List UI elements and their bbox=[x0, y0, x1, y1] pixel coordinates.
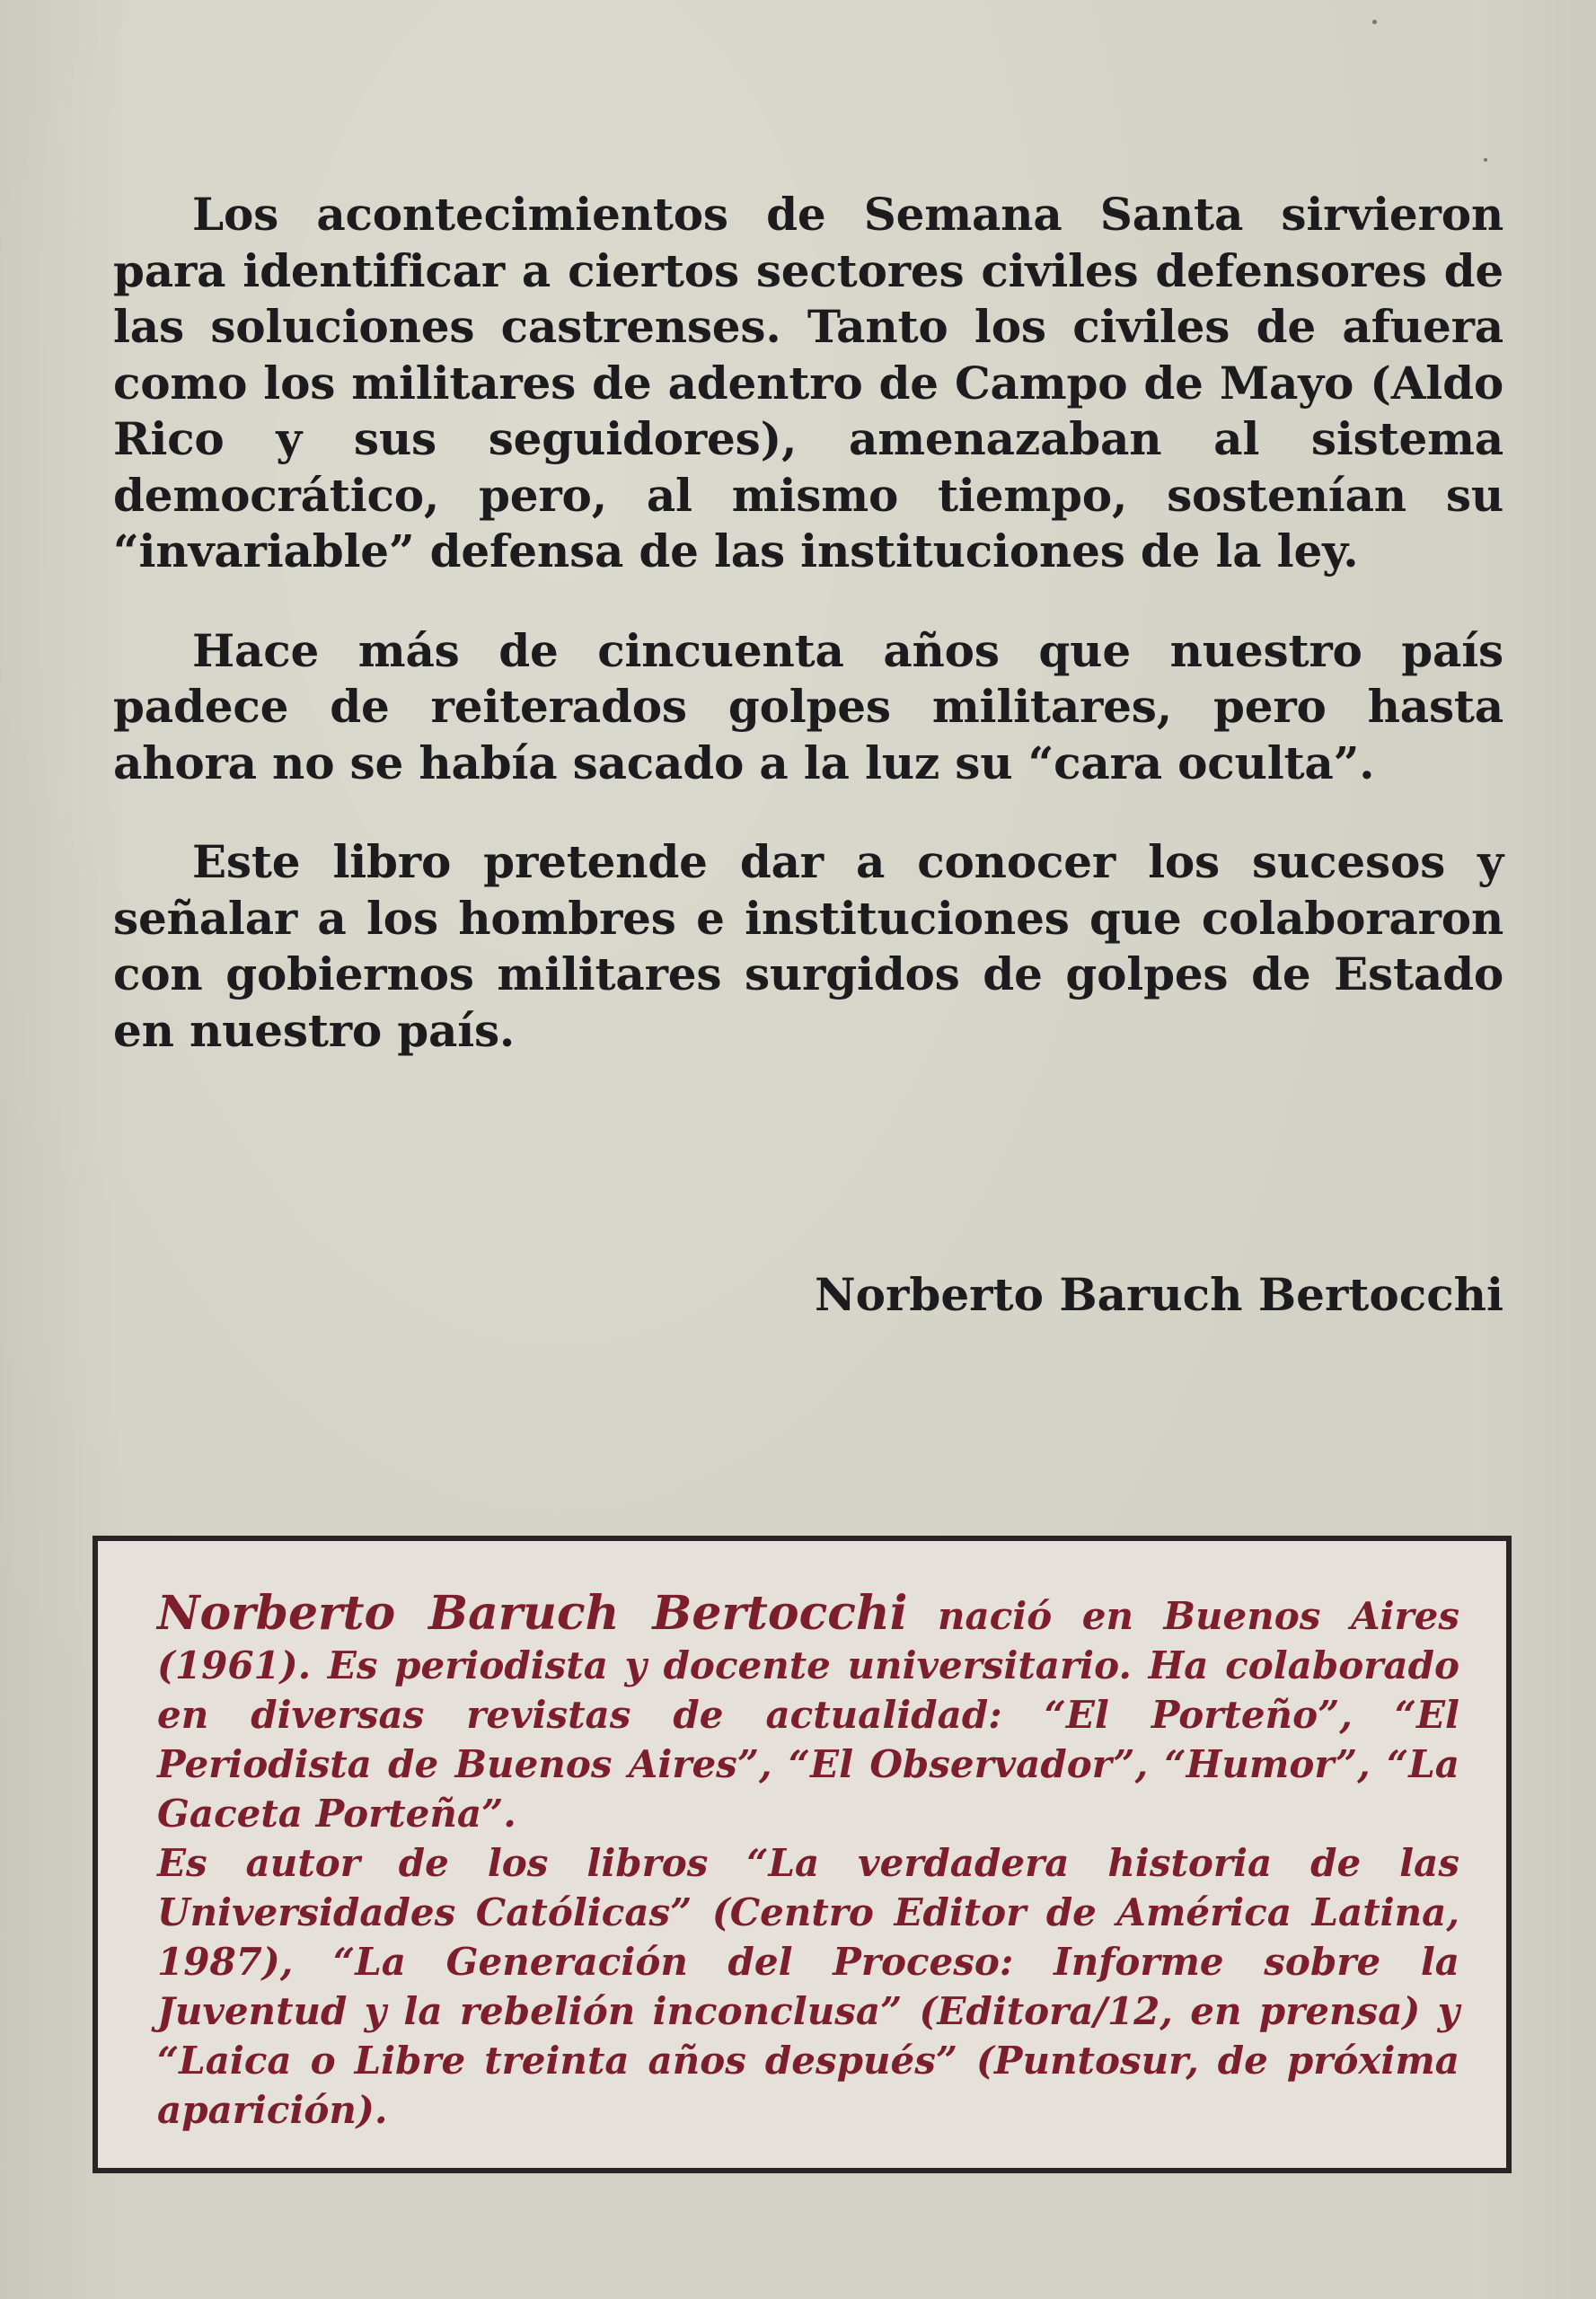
description-paragraph-3: Este libro pretende dar a conocer los sucesos y señalar a los hombres e instituciones que colaboraron con gobiernos militares surgidos de golpes de Estado en nuestro país. bbox=[113, 835, 1503, 1057]
author-bio bbox=[157, 1586, 1459, 2135]
description-paragraph-1: Los acontecimientos de Semana Santa sirvieron para identificar a ciertos sectores civiles defensores de las soluciones castrenses. Tanto los civiles de afuera como los militares de adentro de Campo de Mayo (Aldo Rico y sus seguidores), amenazaban al sistema democrático, pero, al mismo tiempo, sostenían su “invariable” defensa de las instituciones de la ley. bbox=[113, 188, 1503, 577]
description-paragraph-2: Hace más de cincuenta años que nuestro país padece de reiterados golpes militares, pero hasta ahora no se había sacado a la luz su “cara oculta”. bbox=[113, 623, 1503, 789]
author-bio-name: Norberto Baruch Bertocchi bbox=[157, 1586, 908, 1641]
author-bio-text-2: Es autor de los libros “La verdadera historia de las Universidades Católicas” (Centro Editor de América Latina, 1987), “La Generación del Proceso: Informe sobre la Juventud y la rebelión inconclusa” (Editora/12, en prensa) y “Laica o Libre treinta años después” (Puntosur, de próxima aparición). bbox=[157, 1841, 1459, 2132]
author-bio-text-1: nació en Buenos Aires (1961). Es periodista y docente universitario. Ha colaborado en diversas revistas de actualidad: “El Porteño”, “El Periodista de Buenos Aires”, “El Observador”, “Humor”, “La Gaceta Porteña”. bbox=[157, 1594, 1459, 1836]
paper-speck bbox=[1372, 20, 1377, 24]
paper-speck bbox=[1484, 158, 1487, 162]
author-bio-box bbox=[93, 1536, 1512, 2173]
description-text bbox=[113, 187, 1503, 1102]
author-signature: Norberto Baruch Bertocchi bbox=[814, 1268, 1503, 1321]
